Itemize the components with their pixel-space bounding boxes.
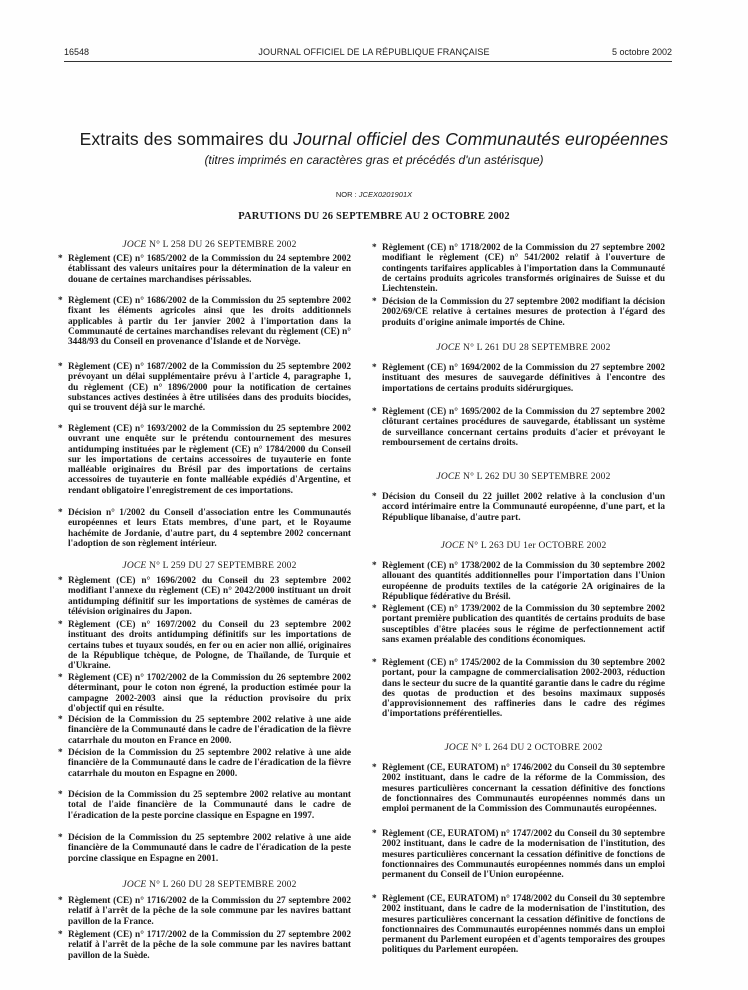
section-heading-text: N° L 263 DU 1er OCTOBRE 2002: [467, 541, 607, 551]
list-item: [372, 492, 665, 523]
asterisk-marker: *: [372, 363, 377, 373]
section-heading: [68, 561, 351, 571]
header-date: 5 octobre 2002: [611, 47, 672, 57]
item-text: Règlement (CE) n° 1687/2002 de la Commission du 25 septembre 2002 prévoyant un délai supplémentaire prévu à l'article 4, paragraphe 1, du règlement (CE) n° 1896/2000 pour la notification de certaines substances actives destinées à être utilisées dans des produits biocides, qui se trouvent déjà sur le marché.: [68, 362, 351, 414]
asterisk-marker: *: [372, 763, 377, 773]
list-item: [58, 715, 351, 746]
section-heading-text: N° L 258 DU 26 SEPTEMBRE 2002: [149, 240, 297, 250]
list-item: [58, 673, 351, 714]
list-item: [372, 604, 665, 645]
asterisk-marker: *: [58, 896, 63, 906]
list-item: [58, 833, 351, 864]
item-text: Décision de la Commission du 27 septembre 2002 modifiant la décision 2002/69/CE relative à certaines mesures de protection à l'égard des produits d'origine animale importés de Chine.: [382, 297, 665, 328]
item-text: Règlement (CE) n° 1702/2002 de la Commission du 26 septembre 2002 déterminant, pour le coton non égrené, la production estimée pour la campagne 2002-2003 ainsi que la réduction provisoire du prix d'objectif qui en résulte.: [68, 673, 351, 714]
asterisk-marker: *: [58, 576, 63, 586]
header-rule: [64, 61, 672, 62]
asterisk-marker: *: [372, 658, 377, 668]
list-item: [372, 658, 665, 720]
asterisk-marker: *: [372, 492, 377, 502]
item-text: Décision de la Commission du 25 septembre 2002 relative à une aide financière de la Communauté dans le cadre de l'éradication de la peste porcine classique en Espagne en 2001.: [68, 833, 351, 864]
list-item: [58, 362, 351, 414]
asterisk-marker: *: [372, 561, 377, 571]
asterisk-marker: *: [58, 715, 63, 725]
list-item: [58, 576, 351, 617]
asterisk-marker: *: [58, 508, 63, 518]
list-item: [58, 424, 351, 496]
item-text: Décision de la Commission du 25 septembre 2002 relative à une aide financière de la Communauté dans le cadre de l'éradication de la fièvre catarrhale du mouton en France en 2000.: [68, 715, 351, 746]
item-text: Règlement (CE, EURATOM) n° 1747/2002 du Conseil du 30 septembre 2002 instituant, dans le cadre de la modernisation de l'institution, des mesures particulières concernant la cessation définitive de fonctions de fonctionnaires des Communautés européennes nommés dans un emploi permanent du Conseil de l'Union européenne.: [382, 829, 665, 881]
item-text: Règlement (CE) n° 1738/2002 de la Commission du 30 septembre 2002 allouant des quantités additionnelles pour l'importation dans l'Union européenne de produits textiles de la catégorie 2A originaires de la République fédérative du Brésil.: [382, 561, 665, 602]
item-text: Règlement (CE) n° 1696/2002 du Conseil du 23 septembre 2002 modifiant l'annexe du règlement (CE) n° 2042/2000 instituant un droit antidumping définitif sur les importations de systèmes de caméras de télévision originaires du Japon.: [68, 576, 351, 617]
section-heading-text: N° L 264 DU 2 OCTOBRE 2002: [471, 743, 603, 753]
item-text: Décision de la Commission du 25 septembre 2002 relative à une aide financière de la Communauté dans le cadre de l'éradication de la fièvre catarrhale du mouton en Espagne en 2000.: [68, 748, 351, 779]
section-heading: [68, 880, 351, 890]
list-item: [372, 243, 665, 295]
item-text: Règlement (CE) n° 1694/2002 de la Commission du 27 septembre 2002 instituant des mesures de sauvegarde définitives à l'encontre des importations de certains produits sidérurgiques.: [382, 363, 665, 394]
item-text: Décision de la Commission du 25 septembre 2002 relative au montant total de l'aide financière de la Communauté dans le cadre de l'éradication de la peste porcine classique en Espagne en 1997.: [68, 790, 351, 821]
list-item: [58, 508, 351, 549]
asterisk-marker: *: [58, 673, 63, 683]
asterisk-marker: *: [58, 254, 63, 264]
item-text: Décision n° 1/2002 du Conseil d'association entre les Communautés européennes et leurs Etats membres, d'une part, et le Royaume hachémite de Jordanie, d'autre part, du 4 septembre 2002 concernant l'adoption de son règlement intérieur.: [68, 508, 351, 549]
list-item: [58, 748, 351, 779]
asterisk-marker: *: [58, 620, 63, 630]
asterisk-marker: *: [58, 930, 63, 940]
nor-reference: [0, 190, 748, 199]
asterisk-marker: *: [372, 407, 377, 417]
item-text: Règlement (CE) n° 1718/2002 de la Commission du 27 septembre 2002 modifiant le règlement (CE) n° 541/2002 relatif à l'ouverture de contingents tarifaires applicables à l'importation dans la Communauté de certains produits agricoles transformés originaires de Suisse et du Liechtenstein.: [382, 243, 665, 295]
list-item: [58, 790, 351, 821]
section-heading-text: N° L 259 DU 27 SEPTEMBRE 2002: [149, 561, 297, 571]
section-heading-text: N° L 262 DU 30 SEPTEMBRE 2002: [463, 472, 611, 482]
asterisk-marker: *: [58, 362, 63, 372]
list-item: [58, 930, 351, 961]
section-heading: [382, 743, 665, 753]
asterisk-marker: *: [372, 894, 377, 904]
joce-label: JOCE: [436, 472, 461, 482]
item-text: Décision du Conseil du 22 juillet 2002 relative à la conclusion d'un accord intérimaire entre la Communauté européenne, d'une part, et la République libanaise, d'autre part.: [382, 492, 665, 523]
section-heading: [68, 240, 351, 250]
section-heading-text: N° L 260 DU 28 SEPTEMBRE 2002: [149, 880, 297, 890]
list-item: [372, 363, 665, 394]
joce-label: JOCE: [436, 343, 461, 353]
asterisk-marker: *: [58, 424, 63, 434]
item-text: Règlement (CE) n° 1693/2002 de la Commission du 25 septembre 2002 ouvrant une enquête sur le prétendu contournement des mesures antidumping instituées par le règlement (CE) n° 1784/2000 du Conseil sur les importations de certains accessoires de tuyauterie en fonte malléable originaires du Brésil par des importations de certains accessoires de tuyauterie en fonte malléable expédiés d'Argentine, et rendant obligatoire l'enregistrement de ces importations.: [68, 424, 351, 496]
joce-label: JOCE: [440, 541, 465, 551]
nor-code: JCEX0201901X: [358, 190, 413, 199]
list-item: [58, 620, 351, 672]
page-subtitle: (titres imprimés en caractères gras et précédés d'un astérisque): [204, 153, 544, 167]
asterisk-marker: *: [372, 243, 377, 253]
asterisk-marker: *: [58, 296, 63, 306]
page-number: 16548: [64, 47, 90, 57]
asterisk-marker: *: [58, 790, 63, 800]
asterisk-marker: *: [372, 604, 377, 614]
joce-label: JOCE: [122, 240, 147, 250]
list-item: [58, 896, 351, 927]
section-heading-text: N° L 261 DU 28 SEPTEMBRE 2002: [463, 343, 611, 353]
list-item: [58, 296, 351, 348]
joce-label: JOCE: [444, 743, 469, 753]
title-italic: Journal officiel des Communautés européennes: [293, 129, 669, 149]
item-text: Règlement (CE) n° 1685/2002 de la Commission du 24 septembre 2002 établissant des valeurs unitaires pour la détermination de la valeur en douane de certaines marchandises périssables.: [68, 254, 351, 285]
title-prefix: Extraits des sommaires du: [79, 129, 294, 149]
joce-label: JOCE: [122, 880, 147, 890]
asterisk-marker: *: [58, 748, 63, 758]
list-item: [58, 254, 351, 285]
item-text: Règlement (CE) n° 1745/2002 de la Commission du 30 septembre 2002 portant, pour la campagne de commercialisation 2002-2003, réduction dans le secteur du sucre de la quantité garantie dans le cadre du régime des quotas de production et des besoins maximaux supposés d'approvisionnement des raffineries dans le cadre des régimes d'importations préférentielles.: [382, 658, 665, 720]
parutions-heading: PARUTIONS DU 26 SEPTEMBRE AU 2 OCTOBRE 2002: [238, 211, 510, 222]
asterisk-marker: *: [58, 833, 63, 843]
section-heading: [382, 472, 665, 482]
journal-header: JOURNAL OFFICIEL DE LA RÉPUBLIQUE FRANÇAISE: [258, 47, 490, 57]
item-text: Règlement (CE) n° 1716/2002 de la Commission du 27 septembre 2002 relatif à l'arrêt de la pêche de la sole commune par les navires battant pavillon de la France.: [68, 896, 351, 927]
nor-label: NOR :: [335, 190, 357, 199]
list-item: [372, 894, 665, 956]
item-text: Règlement (CE) n° 1717/2002 de la Commission du 27 septembre 2002 relatif à l'arrêt de la pêche de la sole commune par les navires battant pavillon de la Suède.: [68, 930, 351, 961]
item-text: Règlement (CE) n° 1697/2002 du Conseil du 23 septembre 2002 instituant des droits antidumping définitifs sur les importations de certains tubes et tuyaux soudés, en fer ou en acier non allié, originaires de la République tchèque, de Pologne, de Thaïlande, de Turquie et d'Ukraine.: [68, 620, 351, 672]
joce-label: JOCE: [122, 561, 147, 571]
item-text: Règlement (CE, EURATOM) n° 1746/2002 du Conseil du 30 septembre 2002 instituant, dans le cadre de la réforme de la Commission, des mesures particulières concernant la cessation définitive des fonctions de fonctionnaires des Communautés européennes nommés dans un emploi permanent de la Commission des Communautés européennes.: [382, 763, 665, 815]
asterisk-marker: *: [372, 297, 377, 307]
list-item: [372, 407, 665, 448]
item-text: Règlement (CE) n° 1739/2002 de la Commission du 30 septembre 2002 portant première publication des quantités de certains produits de base susceptibles d'être placées sous le régime de perfectionnement actif sans examen préalable des conditions économiques.: [382, 604, 665, 645]
item-text: Règlement (CE, EURATOM) n° 1748/2002 du Conseil du 30 septembre 2002 instituant, dans le cadre de la modernisation de l'institution, des mesures particulières concernant la cessation définitive de fonctions de fonctionnaires des Communautés européennes nommés dans un emploi permanent du Parlement européen et d'agents temporaires des groupes politiques du Parlement européen.: [382, 894, 665, 956]
item-text: Règlement (CE) n° 1695/2002 de la Commission du 27 septembre 2002 clôturant certaines procédures de sauvegarde, établissant un système de surveillance concernant certains produits d'acier et prévoyant le remboursement de certains droits.: [382, 407, 665, 448]
list-item: [372, 763, 665, 815]
list-item: [372, 561, 665, 602]
list-item: [372, 297, 665, 328]
list-item: [372, 829, 665, 881]
page-title: [0, 129, 748, 150]
section-heading: [382, 343, 665, 353]
asterisk-marker: *: [372, 829, 377, 839]
section-heading: [382, 541, 665, 551]
item-text: Règlement (CE) n° 1686/2002 de la Commission du 25 septembre 2002 fixant les éléments agricoles ainsi que les droits additionnels applicables à partir du 1er janvier 2002 à l'importation dans la Communauté de certaines marchandises relevant du règlement (CE) n° 3448/93 du Conseil en provenance d'Islande et de Norvège.: [68, 296, 351, 348]
